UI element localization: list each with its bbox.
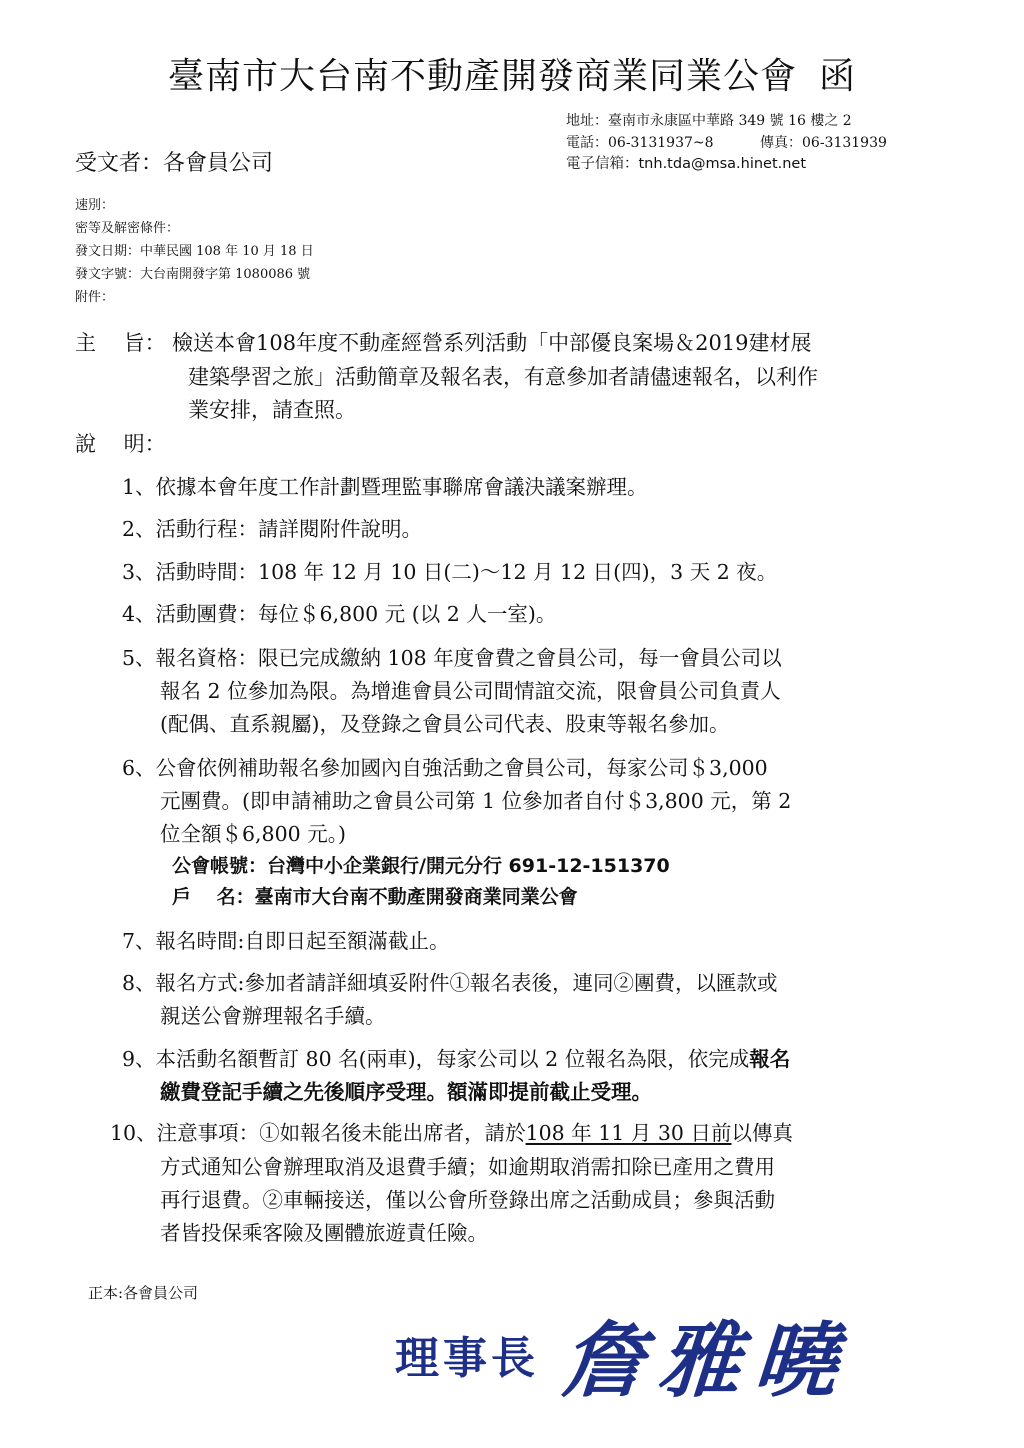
org-email: 電子信箱：tnh.tda@msa.hinet.net [566,156,807,172]
explanation-item-5-line-2: 報名 2 位參加為限。為增進會員公司間情誼交流，限會員公司負責人 [160,679,781,703]
bank-account: 公會帳號：台灣中小企業銀行/開元分行 691-12-151370 [172,855,670,877]
explanation-item-10-line-4: 者皆投保乘客險及團體旅遊責任險。 [160,1221,488,1245]
explanation-item-8-line-2: 親送公會辦理報名手續。 [160,1004,386,1028]
item-10-plain-text: 10、注意事項：①如報名後未能出席者，請於 [110,1121,526,1145]
org-name: 臺南市大台南不動產開發商業同業公會 [167,56,797,97]
meta-number: 發文字號：大台南開發字第 1080086 號 [75,267,311,282]
meta-speed: 速別： [75,198,115,213]
item-9-bold-text: 報名 [749,1047,791,1071]
meta-secrecy: 密等及解密條件： [75,221,180,236]
explanation-item-4: 4、活動團費：每位＄6,800 元 (以 2 人一室)。 [122,602,557,626]
org-phone: 電話：06-3131937~8 [566,135,714,151]
item-9-plain-text: 9、本活動名額暫訂 80 名(兩車)，每家公司以 2 位報名為限，依完成 [122,1047,750,1071]
item-10-rest-text: 以傳真 [731,1121,793,1145]
explanation-item-1: 1、依據本會年度工作計劃暨理監事聯席會議決議案辦理。 [122,475,648,499]
explanation-label: 說 明： [75,432,166,456]
explanation-item-6-line-1: 6、公會依例補助報名參加國內自強活動之會員公司，每家公司＄3,000 [122,756,768,780]
explanation-item-3: 3、活動時間：108 年 12 月 10 日(二)～12 月 12 日(四)，3 天 2 夜。 [122,560,778,584]
explanation-item-10-line-2: 方式通知公會辦理取消及退費手續；如逾期取消需扣除已產用之費用 [160,1155,775,1179]
meta-date: 發文日期：中華民國 108 年 10 月 18 日 [75,244,314,259]
signer-name-signature: 詹雅曉 [559,1313,854,1409]
signer-title: 理事長 [395,1333,539,1384]
doc-type: 函 [819,56,857,97]
explanation-item-6-line-2: 元團費。(即申請補助之會員公司第 1 位參加者自付＄3,800 元，第 2 [160,789,792,813]
explanation-item-10-line-3: 再行退費。②車輛接送，僅以公會所登錄出席之活動成員；參與活動 [160,1188,775,1212]
document-title [0,48,1024,99]
explanation-item-8-line-1: 8、報名方式:參加者請詳細填妥附件①報名表後，連同②團費，以匯款或 [122,971,778,995]
org-address: 地址：臺南市永康區中華路 349 號 16 樓之 2 [566,113,852,129]
subject-line-3: 業安排，請查照。 [188,398,356,422]
bank-account-name: 戶 名：臺南市大台南不動產開發商業同業公會 [172,886,578,908]
explanation-item-6-line-3: 位全額＄6,800 元。) [160,822,346,846]
explanation-item-9-line-2: 繳費登記手續之先後順序受理。額滿即提前截止受理。 [160,1080,652,1104]
meta-attachment: 附件： [75,290,115,305]
subject-line-2: 建築學習之旅」活動簡章及報名表，有意參加者請儘速報名，以利作 [188,365,818,389]
original-copy-to: 正本:各會員公司 [88,1284,199,1302]
item-10-deadline: 108 年 11 月 30 日前 [525,1121,732,1145]
subject-label: 主 旨： [75,331,166,355]
recipient: 受文者：各會員公司 [75,151,274,176]
explanation-item-2: 2、活動行程：請詳閱附件說明。 [122,517,423,541]
org-fax: 傳真：06-3131939 [760,135,887,151]
explanation-item-10-line-1 [110,1116,793,1146]
explanation-item-9-line-1 [122,1042,790,1072]
explanation-item-7: 7、報名時間:自即日起至額滿截止。 [122,929,450,953]
explanation-item-5-line-1: 5、報名資格：限已完成繳納 108 年度會費之會員公司，每一會員公司以 [122,646,782,670]
explanation-item-5-line-3: (配偶、直系親屬)，及登錄之會員公司代表、股東等報名參加。 [160,712,730,736]
subject-line-1: 檢送本會108年度不動產經營系列活動「中部優良案場＆2019建材展 [172,331,812,355]
